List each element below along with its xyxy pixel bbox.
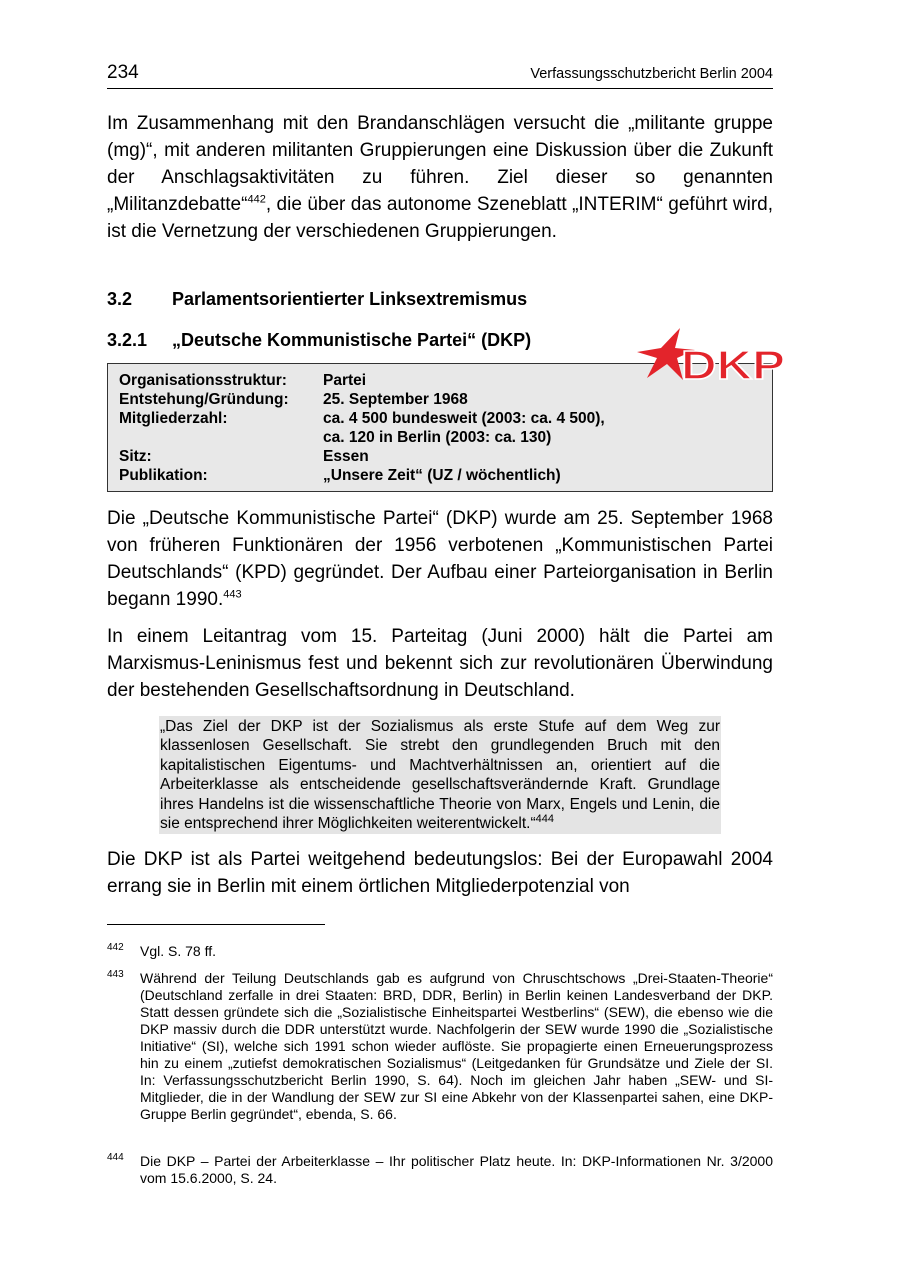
section-number: 3.2: [107, 289, 133, 309]
footnote-ref-444[interactable]: 444: [535, 812, 554, 825]
intro-paragraph: Im Zusammenhang mit den Brandanschlägen versucht die „militante gruppe (mg)“, mit anderen militanten Gruppierungen eine Diskussion über die Zukunft der Anschlagsaktivitäten zu führen. Ziel dieser so genannten „Militanzdebatte“$^{442}$, die über das autonome Szeneblatt „INTERIM“ geführt wird, ist die Vernetzung der verschiedenen Gruppierungen.: [107, 113, 773, 242]
paragraph-dkp-founding: Die „Deutsche Kommunistische Partei“ (DKP) wurde am 25. September 1968 von früheren Funktionären der 1956 verbotenen „Kommunistischen Partei Deutschlands“ (KPD) gegründet. Der Aufbau einer Parteiorganisation in Berlin begann 1990.$^{443}$: [107, 508, 773, 610]
page-header: [107, 62, 773, 89]
section-title: Parlamentsorientierter Linksextremismus: [172, 289, 528, 309]
section-heading: [107, 289, 527, 310]
footnote-ref-443[interactable]: 443: [223, 588, 242, 601]
fact-box: Organisationsstruktur: Partei Entstehung/Gründung: 25. September 1968 Mitgliederzahl: ca. 4 500 bundesweit (2003: ca. 4 500), ca. 120 in Berlin (2003: ca. 130) Sitz: Essen Publikation: „Unsere Zeit“ (UZ / wöchentlich): [107, 363, 773, 492]
subsection-heading: [107, 330, 531, 351]
paragraph-leitantrag: In einem Leitantrag vom 15. Parteitag (Juni 2000) hält die Partei am Marxismus-Leninismus fest und bekennt sich zur revolutionären Überwindung der bestehenden Gesellschaftsordnung in Deutschland.: [107, 626, 773, 701]
dkp-logo: [635, 326, 787, 388]
footnote-ref-442[interactable]: 442: [247, 193, 266, 206]
subsection-number: 3.2.1: [107, 330, 148, 350]
paragraph-significance: Die DKP ist als Partei weitgehend bedeutungslos: Bei der Europawahl 2004 errang sie in Berlin mit einem örtlichen Mitgliederpotenzial von: [107, 849, 773, 897]
subsection-title: „Deutsche Kommunistische Partei“ (DKP): [172, 330, 532, 350]
footnote-separator: [107, 924, 325, 925]
page-number: 234: [107, 62, 139, 83]
dkp-logo-text: DKP: [681, 342, 785, 388]
running-title: Verfassungsschutzbericht Berlin 2004: [530, 66, 773, 82]
quote-block: „Das Ziel der DKP ist der Sozialismus als erste Stufe auf dem Weg zur klassenlosen Gesellschaft. Sie strebt den grundlegenden Bruch mit den kapitalistischen Eigentums- und Machtverhältnissen an, orientiert auf die Arbeiterklasse als entscheidende gesellschaftsverändernde Kraft. Grundlage ihres Handelns ist die wissenschaftliche Theorie von Marx, Engels und Lenin, die sie entsprechend ihrer Möglichkeiten weiterentwickelt.“$^{444}$: [159, 716, 721, 834]
